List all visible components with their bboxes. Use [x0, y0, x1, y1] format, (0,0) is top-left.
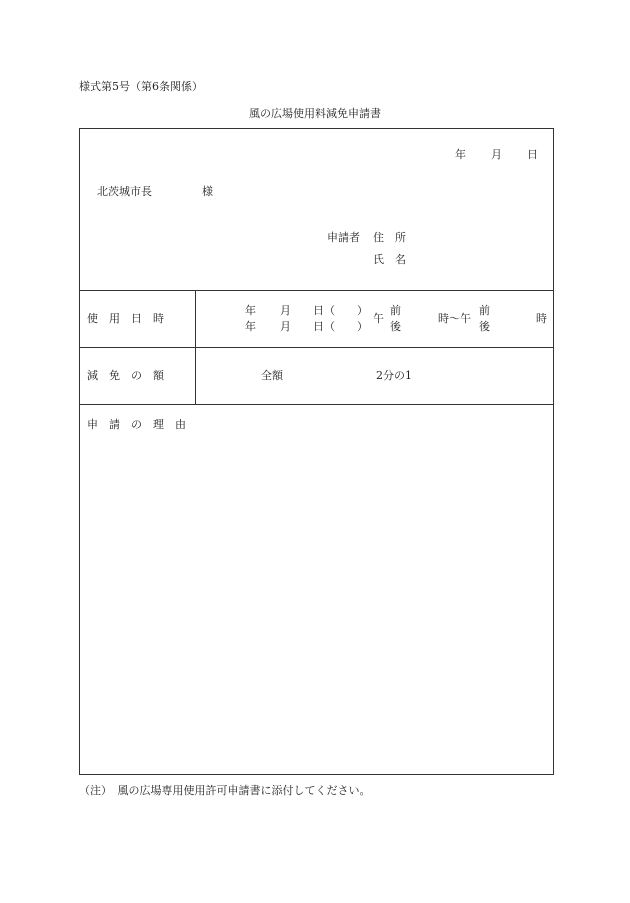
usage-end-month: 月	[280, 320, 291, 333]
usage-start-day: 日（ ）	[313, 304, 368, 317]
application-reason-label: 申 請 の 理 由	[87, 418, 186, 431]
date-day-label: 日	[527, 148, 538, 161]
usage-start-year: 年	[245, 304, 256, 317]
usage-start-pm: 後	[390, 320, 401, 333]
date-month-label: 月	[491, 148, 502, 161]
usage-end-pm: 後	[479, 320, 490, 333]
usage-start-noon: 午	[373, 312, 384, 325]
usage-end-day: 日（ ）	[313, 320, 368, 333]
usage-start-am: 前	[390, 304, 401, 317]
usage-datetime-label: 使 用 日 時	[87, 312, 164, 325]
address-label: 住 所	[373, 231, 406, 244]
date-year-label: 年	[455, 148, 466, 161]
exemption-amount-label: 減 免 の 額	[87, 369, 164, 382]
exemption-option-half: 2分の1	[376, 369, 412, 382]
usage-start-month: 月	[280, 304, 291, 317]
applicant-label: 申請者	[327, 231, 360, 244]
addressee-honorific: 様	[202, 185, 213, 198]
form-number: 様式第5号（第6条関係）	[79, 80, 203, 93]
usage-end-year: 年	[245, 320, 256, 333]
application-form-table	[79, 128, 554, 775]
name-label: 氏 名	[373, 253, 406, 266]
usage-end-hour: 時	[536, 312, 547, 325]
form-title: 風の広場使用料減免申請書	[249, 107, 381, 120]
exemption-option-full: 全額	[261, 369, 283, 382]
label-column-divider	[195, 290, 196, 404]
row-divider-1	[80, 290, 553, 291]
row-divider-2	[80, 347, 553, 348]
row-divider-3	[80, 404, 553, 405]
usage-end-am: 前	[479, 304, 490, 317]
addressee: 北茨城市長	[97, 185, 152, 198]
usage-until: 時～午	[438, 312, 471, 325]
footnote: （注） 風の広場専用使用許可申請書に添付してください。	[79, 784, 371, 797]
